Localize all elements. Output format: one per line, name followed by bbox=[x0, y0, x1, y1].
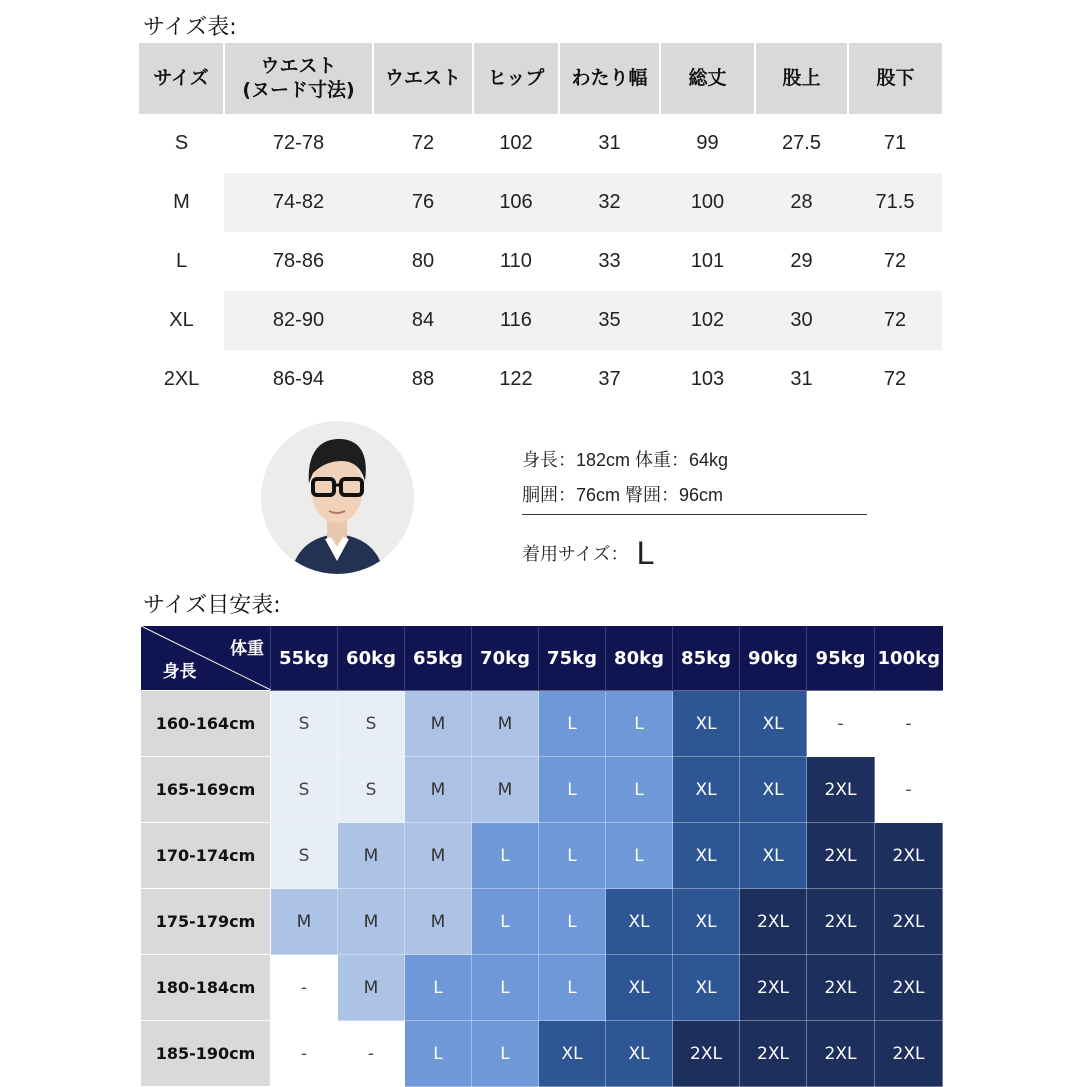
model-waist-hip: 胴囲：76cm 臀囲：96cm bbox=[522, 485, 724, 505]
measurement-cell: 37 bbox=[598, 368, 621, 390]
size-recommendation-cell: 2XL bbox=[875, 889, 943, 955]
height-row-header: 160-164cm bbox=[141, 691, 271, 757]
size-recommendation-cell: XL bbox=[606, 1021, 673, 1087]
size-chart-body bbox=[139, 114, 942, 409]
corner-weight-label: 体重 bbox=[230, 639, 264, 659]
size-recommendation-cell: S bbox=[271, 691, 338, 757]
size-chart-row bbox=[139, 173, 942, 232]
size-recommendation-cell: M bbox=[405, 823, 472, 889]
size-recommendation-cell: 2XL bbox=[807, 757, 875, 823]
measurement-cell: 29 bbox=[790, 250, 813, 272]
size-chart-header: ヒップ bbox=[473, 43, 559, 114]
measurement-cell: 103 bbox=[690, 368, 725, 390]
measurement-cell: 27.5 bbox=[782, 132, 821, 154]
size-recommendation-cell: XL bbox=[673, 691, 740, 757]
size-recommendation-cell: 2XL bbox=[807, 889, 875, 955]
model-divider bbox=[522, 514, 867, 515]
size-chart-header: サイズ bbox=[139, 43, 224, 114]
size-recommendation-cell: XL bbox=[740, 691, 807, 757]
size-chart-header: 総丈 bbox=[660, 43, 755, 114]
measurement-cell: 72 bbox=[883, 250, 907, 272]
size-label-cell: XL bbox=[139, 291, 224, 350]
size-recommendation-cell: M bbox=[472, 757, 539, 823]
height-row-header: 175-179cm bbox=[141, 889, 271, 955]
size-recommendation-cell: XL bbox=[673, 757, 740, 823]
measurement-cell: 31 bbox=[598, 132, 621, 154]
size-recommendation-cell: XL bbox=[673, 823, 740, 889]
size-recommendation-cell: M bbox=[338, 955, 405, 1021]
size-recommendation-cell: L bbox=[606, 691, 673, 757]
size-recommendation-cell: M bbox=[405, 691, 472, 757]
size-guide-row bbox=[141, 823, 943, 889]
size-chart-header: わたり幅 bbox=[559, 43, 660, 114]
size-guide-row bbox=[141, 955, 943, 1021]
size-recommendation-cell: 2XL bbox=[807, 955, 875, 1021]
measurement-cell: 84 bbox=[373, 291, 473, 350]
size-label-cell: S bbox=[174, 132, 189, 154]
size-guide-body bbox=[141, 691, 943, 1087]
size-recommendation-cell: 2XL bbox=[740, 955, 807, 1021]
measurement-cell: 72 bbox=[848, 291, 942, 350]
size-chart-header: 股下 bbox=[848, 43, 942, 114]
size-recommendation-cell: XL bbox=[673, 955, 740, 1021]
worn-size-value: L bbox=[636, 535, 655, 571]
measurement-cell: 88 bbox=[411, 368, 435, 390]
size-label-cell: 2XL bbox=[163, 368, 200, 390]
size-guide-title: サイズ目安表: bbox=[143, 593, 281, 618]
size-recommendation-cell: L bbox=[472, 955, 539, 1021]
weight-column-header: 90kg bbox=[740, 626, 807, 691]
measurement-cell: 82-90 bbox=[224, 291, 373, 350]
measurement-cell: 102 bbox=[499, 132, 533, 154]
size-recommendation-cell: 2XL bbox=[807, 823, 875, 889]
size-chart-header: ウエスト bbox=[373, 43, 473, 114]
size-recommendation-cell: - bbox=[875, 691, 943, 757]
model-portrait-icon bbox=[261, 421, 414, 574]
measurement-cell: 32 bbox=[559, 173, 660, 232]
measurement-cell: 100 bbox=[660, 173, 755, 232]
size-guide-table bbox=[140, 626, 943, 1087]
weight-column-header: 100kg bbox=[875, 626, 943, 691]
size-recommendation-cell: 2XL bbox=[875, 823, 943, 889]
measurement-cell: 33 bbox=[598, 250, 621, 272]
height-row-header: 180-184cm bbox=[141, 955, 271, 1021]
measurement-cell: 72 bbox=[411, 132, 435, 154]
size-chart-table bbox=[139, 43, 942, 409]
size-chart-row bbox=[139, 350, 942, 409]
size-label-cell: M bbox=[139, 173, 224, 232]
size-recommendation-cell: 2XL bbox=[673, 1021, 740, 1087]
size-recommendation-cell: 2XL bbox=[875, 1021, 943, 1087]
measurement-cell: 99 bbox=[696, 132, 719, 154]
size-recommendation-cell: M bbox=[405, 757, 472, 823]
weight-column-header: 55kg bbox=[271, 626, 338, 691]
weight-column-header: 95kg bbox=[807, 626, 875, 691]
size-recommendation-cell: - bbox=[271, 955, 338, 1021]
size-recommendation-cell: L bbox=[472, 823, 539, 889]
size-recommendation-cell: M bbox=[405, 889, 472, 955]
size-recommendation-cell: - bbox=[875, 757, 943, 823]
model-photo bbox=[261, 421, 414, 574]
measurement-cell: 116 bbox=[473, 291, 559, 350]
size-guide-row bbox=[141, 757, 943, 823]
size-recommendation-cell: L bbox=[405, 955, 472, 1021]
measurement-cell: 35 bbox=[559, 291, 660, 350]
weight-column-header: 70kg bbox=[472, 626, 539, 691]
size-recommendation-cell: - bbox=[338, 1021, 405, 1087]
size-recommendation-cell: S bbox=[338, 757, 405, 823]
size-chart-header-row bbox=[139, 43, 942, 114]
size-recommendation-cell: L bbox=[405, 1021, 472, 1087]
measurement-cell: 122 bbox=[499, 368, 533, 390]
measurement-cell: 86-94 bbox=[272, 368, 325, 390]
worn-size-label: 着用サイズ： bbox=[522, 544, 629, 564]
height-row-header: 185-190cm bbox=[141, 1021, 271, 1087]
measurement-cell: 72 bbox=[883, 368, 907, 390]
size-recommendation-cell: M bbox=[338, 889, 405, 955]
measurement-cell: 101 bbox=[690, 250, 725, 272]
size-recommendation-cell: XL bbox=[673, 889, 740, 955]
guide-corner-cell bbox=[141, 626, 271, 691]
weight-column-header: 60kg bbox=[338, 626, 405, 691]
size-recommendation-cell: 2XL bbox=[875, 955, 943, 1021]
measurement-cell: 28 bbox=[755, 173, 848, 232]
measurement-cell: 80 bbox=[411, 250, 435, 272]
size-recommendation-cell: 2XL bbox=[740, 889, 807, 955]
height-row-header: 165-169cm bbox=[141, 757, 271, 823]
measurement-cell: 31 bbox=[790, 368, 813, 390]
size-label-cell: L bbox=[175, 250, 188, 272]
size-chart-row bbox=[139, 232, 942, 291]
size-recommendation-cell: XL bbox=[740, 757, 807, 823]
measurement-cell: 72-78 bbox=[272, 132, 325, 154]
size-recommendation-cell: S bbox=[338, 691, 405, 757]
weight-column-header: 65kg bbox=[405, 626, 472, 691]
size-recommendation-cell: L bbox=[606, 823, 673, 889]
size-recommendation-cell: L bbox=[472, 1021, 539, 1087]
measurement-cell: 110 bbox=[500, 250, 532, 272]
corner-height-label: 身長 bbox=[162, 662, 197, 682]
size-recommendation-cell: 2XL bbox=[740, 1021, 807, 1087]
size-recommendation-cell: L bbox=[606, 757, 673, 823]
size-recommendation-cell: XL bbox=[606, 955, 673, 1021]
measurement-cell: 71 bbox=[883, 132, 907, 154]
size-recommendation-cell: XL bbox=[740, 823, 807, 889]
size-recommendation-cell: L bbox=[539, 955, 606, 1021]
size-recommendation-cell: L bbox=[539, 757, 606, 823]
size-recommendation-cell: L bbox=[539, 823, 606, 889]
size-guide-row bbox=[141, 889, 943, 955]
size-recommendation-cell: L bbox=[472, 889, 539, 955]
model-worn-size bbox=[522, 535, 654, 572]
measurement-cell: 71.5 bbox=[848, 173, 942, 232]
size-chart-title: サイズ表: bbox=[143, 15, 237, 40]
size-recommendation-cell: - bbox=[271, 1021, 338, 1087]
size-recommendation-cell: M bbox=[338, 823, 405, 889]
size-recommendation-cell: L bbox=[539, 691, 606, 757]
measurement-cell: 74-82 bbox=[224, 173, 373, 232]
measurement-cell: 102 bbox=[660, 291, 755, 350]
size-chart-row bbox=[139, 291, 942, 350]
measurement-cell: 106 bbox=[473, 173, 559, 232]
size-recommendation-cell: 2XL bbox=[807, 1021, 875, 1087]
size-recommendation-cell: S bbox=[271, 757, 338, 823]
size-guide-header-row bbox=[141, 626, 943, 691]
size-recommendation-cell: XL bbox=[539, 1021, 606, 1087]
measurement-cell: 78-86 bbox=[272, 250, 325, 272]
weight-column-header: 75kg bbox=[539, 626, 606, 691]
weight-column-header: 85kg bbox=[673, 626, 740, 691]
weight-column-header: 80kg bbox=[606, 626, 673, 691]
size-recommendation-cell: - bbox=[807, 691, 875, 757]
size-recommendation-cell: M bbox=[472, 691, 539, 757]
model-height-weight: 身長：182cm 体重：64kg bbox=[522, 450, 729, 470]
size-recommendation-cell: S bbox=[271, 823, 338, 889]
size-recommendation-cell: XL bbox=[606, 889, 673, 955]
size-recommendation-cell: L bbox=[539, 889, 606, 955]
size-chart-header: 股上 bbox=[755, 43, 848, 114]
size-chart-row bbox=[139, 114, 942, 173]
size-chart-header: ウエスト (ヌード寸法) bbox=[224, 43, 373, 114]
size-recommendation-cell: M bbox=[271, 889, 338, 955]
measurement-cell: 30 bbox=[755, 291, 848, 350]
measurement-cell: 76 bbox=[373, 173, 473, 232]
size-guide-row bbox=[141, 691, 943, 757]
height-row-header: 170-174cm bbox=[141, 823, 271, 889]
size-guide-row bbox=[141, 1021, 943, 1087]
